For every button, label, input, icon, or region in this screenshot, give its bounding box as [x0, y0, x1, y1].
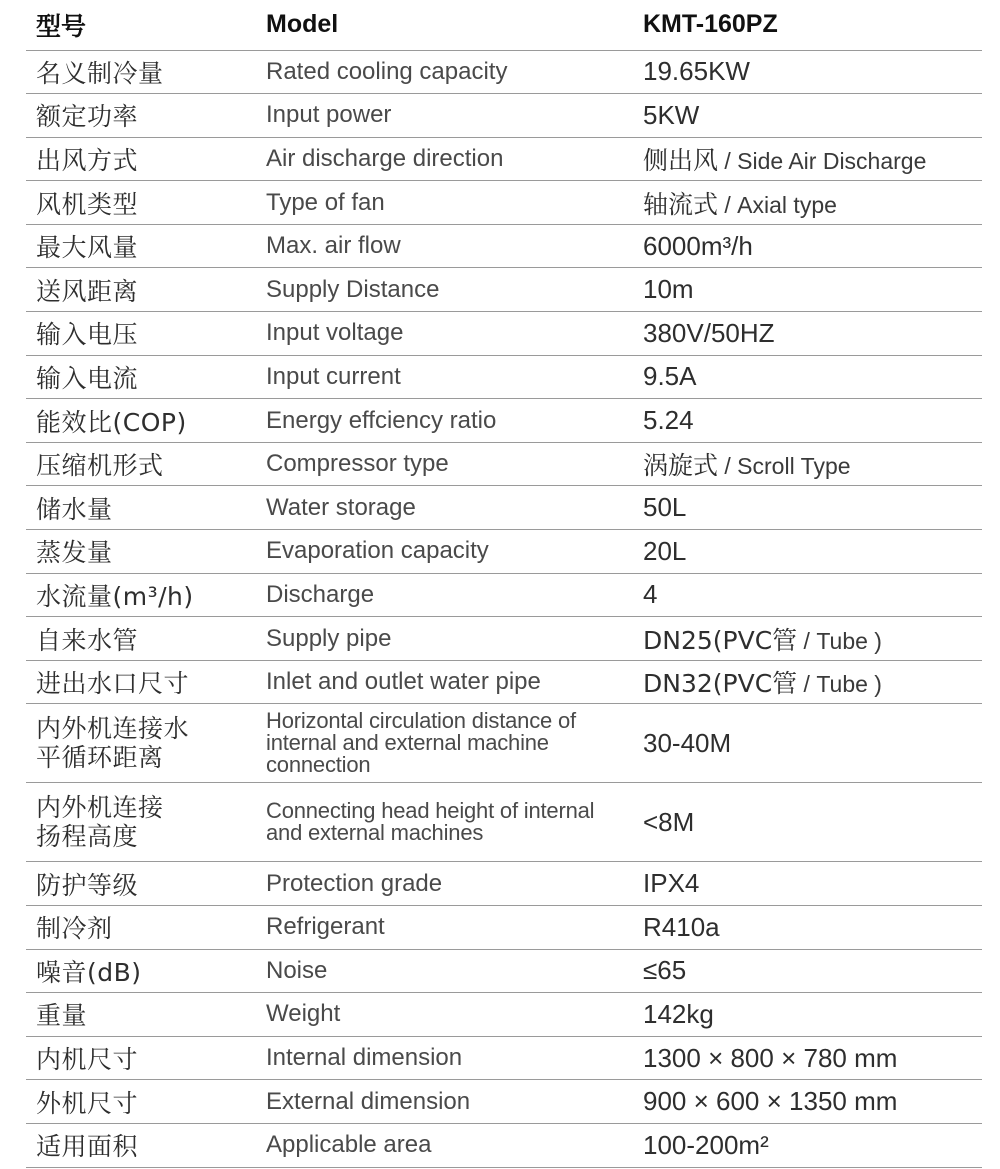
- spec-value-en: / Axial type: [718, 191, 837, 218]
- spec-label-en: Supply Distance: [256, 268, 633, 312]
- spec-value-en: / Tube ): [797, 671, 882, 698]
- spec-value-cn: 侧出风: [643, 145, 719, 175]
- table-row: [26, 906, 982, 950]
- spec-label-en: Horizontal circulation distance of internal and external machine connection: [256, 704, 633, 783]
- spec-label-en: Type of fan: [256, 181, 633, 225]
- spec-label-en: Water storage: [256, 486, 633, 530]
- spec-value-en: / Scroll Type: [718, 453, 851, 480]
- spec-value: 19.65KW: [633, 50, 982, 94]
- table-row: [26, 660, 982, 704]
- table-row: [26, 1036, 982, 1080]
- spec-label-cn: 风机类型: [26, 181, 256, 225]
- spec-value-en: / Side Air Discharge: [718, 147, 927, 174]
- table-row: [26, 573, 982, 617]
- spec-label-en: Refrigerant: [256, 906, 633, 950]
- spec-label-cn: 适用面积: [26, 1123, 256, 1167]
- table-row: [26, 617, 982, 661]
- table-row: [26, 442, 982, 486]
- spec-value-en: / Tube ): [797, 627, 882, 654]
- spec-label-en: Supply pipe: [256, 617, 633, 661]
- spec-label-en: Evaporation capacity: [256, 530, 633, 574]
- table-row: [26, 486, 982, 530]
- spec-label-en: Connecting head height of internal and external machines: [256, 783, 633, 862]
- header-model-value: KMT-160PZ: [633, 0, 982, 50]
- spec-value: [633, 442, 982, 486]
- table-row: [26, 862, 982, 906]
- spec-label-cn: 输入电压: [26, 312, 256, 356]
- spec-label-en: Input voltage: [256, 312, 633, 356]
- spec-value-cn: DN32(PVC管: [643, 669, 798, 699]
- spec-label-cn: 额定功率: [26, 94, 256, 138]
- spec-label-cn: 能效比(COP): [26, 399, 256, 443]
- spec-label-en: External dimension: [256, 1080, 633, 1124]
- table-row: [26, 399, 982, 443]
- spec-label-en: Rated cooling capacity: [256, 50, 633, 94]
- table-row: [26, 783, 982, 862]
- spec-table: [26, 0, 982, 1168]
- spec-label-cn: 进出水口尺寸: [26, 660, 256, 704]
- spec-label-cn: 内机尺寸: [26, 1036, 256, 1080]
- spec-value: 142kg: [633, 993, 982, 1037]
- table-row: [26, 268, 982, 312]
- spec-label-en: Applicable area: [256, 1123, 633, 1167]
- spec-value: 1300 × 800 × 780 mm: [633, 1036, 982, 1080]
- table-row: [26, 993, 982, 1037]
- spec-label-cn: 防护等级: [26, 862, 256, 906]
- spec-label-cn: 自来水管: [26, 617, 256, 661]
- table-row: [26, 94, 982, 138]
- spec-value: 6000m³/h: [633, 224, 982, 268]
- spec-value: 10m: [633, 268, 982, 312]
- spec-label-cn: 出风方式: [26, 137, 256, 181]
- table-header-row: [26, 0, 982, 50]
- table-row: [26, 704, 982, 783]
- spec-label-cn: 储水量: [26, 486, 256, 530]
- spec-label-cn: 外机尺寸: [26, 1080, 256, 1124]
- spec-label-en: Noise: [256, 949, 633, 993]
- spec-value-cn: 涡旋式: [643, 451, 719, 481]
- spec-label-en: Discharge: [256, 573, 633, 617]
- spec-value-cn: 轴流式: [643, 189, 719, 219]
- spec-label-cn: 内外机连接水 平循环距离: [26, 704, 256, 783]
- table-row: [26, 137, 982, 181]
- spec-value-cn: DN25(PVC管: [643, 625, 798, 655]
- table-row: [26, 312, 982, 356]
- spec-label-cn: 名义制冷量: [26, 50, 256, 94]
- spec-value: 380V/50HZ: [633, 312, 982, 356]
- table-row: [26, 1080, 982, 1124]
- spec-value: IPX4: [633, 862, 982, 906]
- table-row: [26, 949, 982, 993]
- spec-label-cn: 噪音(dB): [26, 949, 256, 993]
- spec-label-en: Energy effciency ratio: [256, 399, 633, 443]
- spec-label-en: Air discharge direction: [256, 137, 633, 181]
- spec-label-cn: 压缩机形式: [26, 442, 256, 486]
- spec-value: 100-200m²: [633, 1123, 982, 1167]
- spec-value: 30-40M: [633, 704, 982, 783]
- spec-value: [633, 137, 982, 181]
- spec-table-body: [26, 0, 982, 1167]
- spec-label-en: Input current: [256, 355, 633, 399]
- spec-label-en: Max. air flow: [256, 224, 633, 268]
- spec-label-en: Protection grade: [256, 862, 633, 906]
- spec-label-cn: 重量: [26, 993, 256, 1037]
- spec-label-cn: 输入电流: [26, 355, 256, 399]
- table-row: [26, 530, 982, 574]
- spec-label-en: Weight: [256, 993, 633, 1037]
- table-row: [26, 1123, 982, 1167]
- spec-value: [633, 181, 982, 225]
- spec-label-cn: 最大风量: [26, 224, 256, 268]
- spec-label-cn: 制冷剂: [26, 906, 256, 950]
- spec-label-cn: 水流量(m³/h): [26, 573, 256, 617]
- spec-label-en: Compressor type: [256, 442, 633, 486]
- table-row: [26, 50, 982, 94]
- header-model-en: Model: [256, 0, 633, 50]
- table-row: [26, 181, 982, 225]
- spec-value: 50L: [633, 486, 982, 530]
- spec-label-cn: 送风距离: [26, 268, 256, 312]
- spec-label-en: Inlet and outlet water pipe: [256, 660, 633, 704]
- spec-label-en: Internal dimension: [256, 1036, 633, 1080]
- spec-label-cn: 内外机连接 扬程高度: [26, 783, 256, 862]
- spec-value: 5.24: [633, 399, 982, 443]
- table-row: [26, 355, 982, 399]
- spec-value: 4: [633, 573, 982, 617]
- spec-value: [633, 617, 982, 661]
- spec-label-en: Input power: [256, 94, 633, 138]
- spec-value: ≤65: [633, 949, 982, 993]
- spec-value: 5KW: [633, 94, 982, 138]
- spec-label-cn: 蒸发量: [26, 530, 256, 574]
- spec-value: [633, 660, 982, 704]
- spec-value: R410a: [633, 906, 982, 950]
- header-model-cn: 型号: [26, 0, 256, 50]
- spec-value: 9.5A: [633, 355, 982, 399]
- spec-value: <8M: [633, 783, 982, 862]
- spec-value: 20L: [633, 530, 982, 574]
- table-row: [26, 224, 982, 268]
- spec-value: 900 × 600 × 1350 mm: [633, 1080, 982, 1124]
